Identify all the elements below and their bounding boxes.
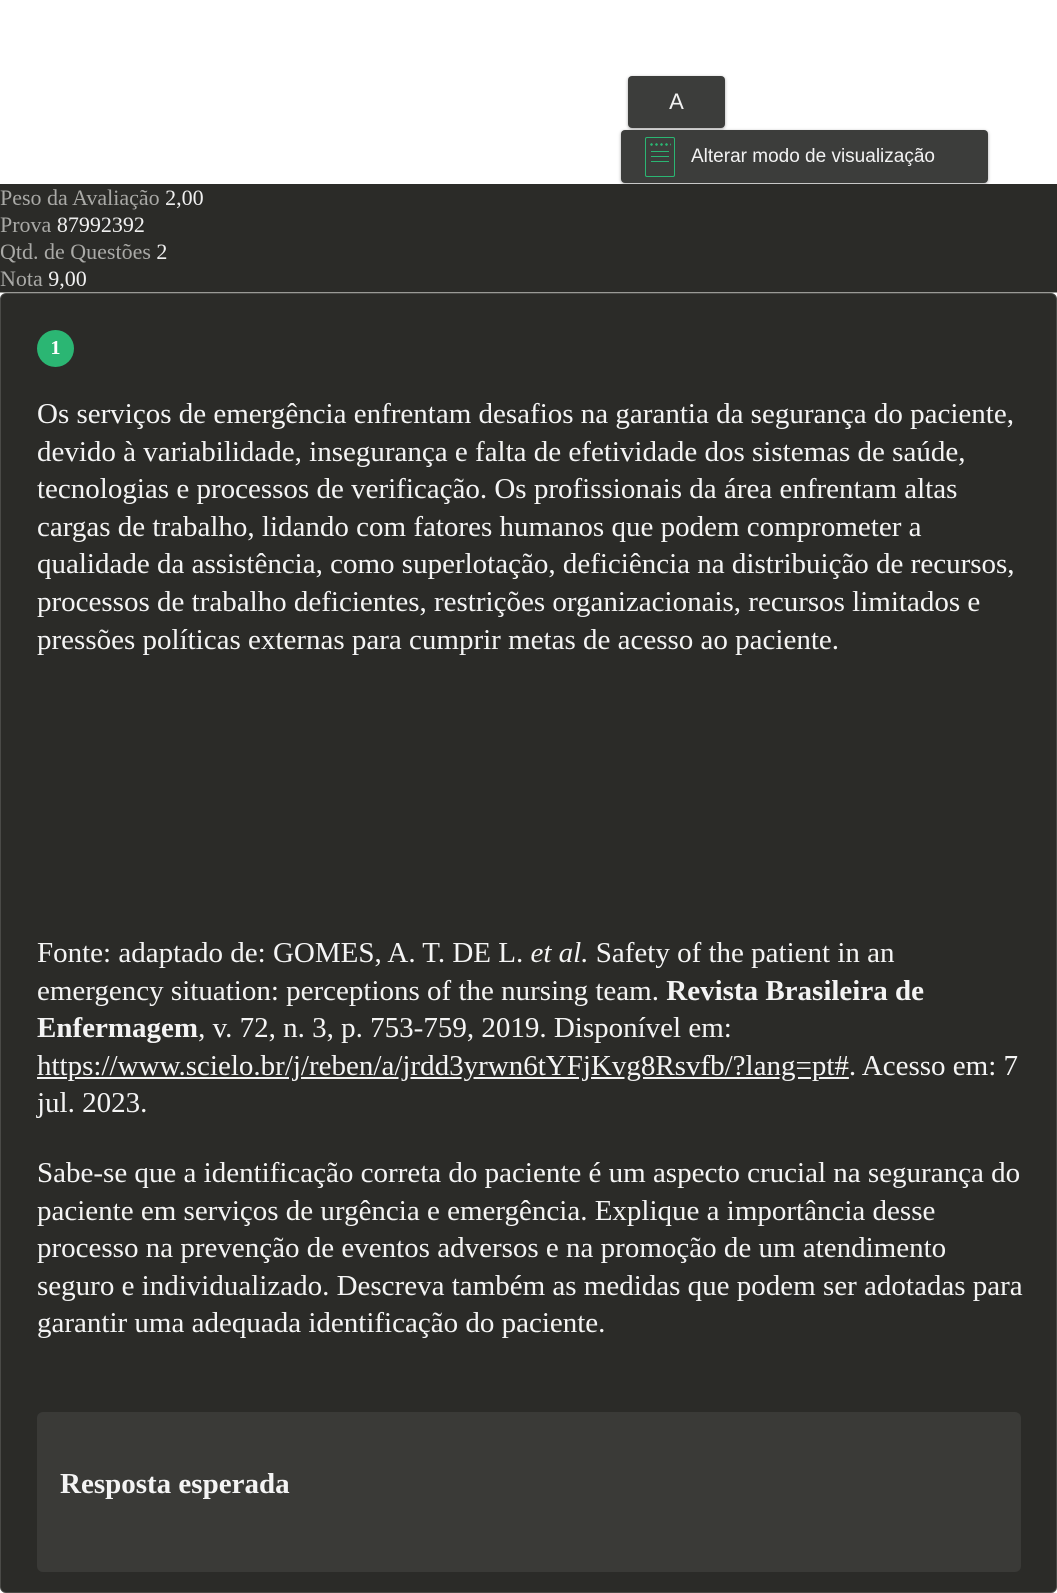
info-row-weight <box>0 184 1057 211</box>
info-row-exam <box>0 211 1057 238</box>
source-prefix: Fonte: adaptado de: GOMES, A. T. DE L. <box>37 937 531 969</box>
document-view-icon <box>645 137 675 177</box>
info-row-questions <box>0 238 1057 265</box>
info-value: 2 <box>156 239 168 264</box>
expected-answer-box <box>37 1412 1021 1572</box>
question-number: 1 <box>50 337 61 359</box>
question-context: Os serviços de emergência enfrentam desafios na garantia da segurança do paciente, devido à variabilidade, insegurança e falta de efetividade dos sistemas de saúde, tecnologias e processos de verificação. Os profissionais da área enfrentam altas cargas de trabalho, lidando com fatores humanos que podem comprometer a qualidade da assistência, como superlotação, deficiência na distribuição de recursos, processos de trabalho deficientes, restrições organizacionais, recursos limitados e pressões políticas externas para cumprir metas de acesso ao paciente. <box>37 398 1015 656</box>
assessment-info <box>0 184 1057 293</box>
source-title: Safety of the patient in an emergency situation: perceptions of the nursing team. <box>37 937 895 1007</box>
info-value: 9,00 <box>48 266 87 291</box>
source-journal: Revista Brasileira de Enfermagem <box>37 974 924 1045</box>
source-link[interactable]: https://www.scielo.br/j/reben/a/jrdd3yrwn6tYFjKvg8Rsvfb/?lang=pt# <box>37 1049 849 1082</box>
info-label: Nota <box>0 266 43 291</box>
info-row-grade <box>0 265 1057 292</box>
font-size-button-label: A <box>669 89 684 114</box>
question-prompt: Sabe-se que a identificação correta do paciente é um aspecto crucial na segurança do paciente em serviços de urgência e emergência. Explique a importância desse processo na prevenção de eventos adversos e na promoção de um atendimento seguro e individualizado. Descreva também as medidas que podem ser adotadas para garantir uma adequada identificação do paciente. <box>37 1157 1023 1340</box>
info-value: 87992392 <box>56 212 145 237</box>
source-details: , v. 72, n. 3, p. 753-759, 2019. Disponível em: <box>198 1012 732 1045</box>
source-etal: et al. <box>530 937 589 969</box>
info-label: Qtd. de Questões <box>0 239 151 264</box>
view-mode-label: Alterar modo de visualização <box>691 145 935 167</box>
info-label: Prova <box>0 212 52 237</box>
question-source <box>37 935 1027 1123</box>
info-label: Peso da Avaliação <box>0 185 160 210</box>
font-size-button[interactable] <box>628 76 725 128</box>
source-access: . Acesso em: 7 jul. 2023. <box>37 1049 1019 1120</box>
view-mode-button[interactable] <box>621 130 988 183</box>
question-number-badge <box>37 330 74 367</box>
expected-answer-title: Resposta esperada <box>60 1468 290 1500</box>
info-value: 2,00 <box>165 185 204 210</box>
